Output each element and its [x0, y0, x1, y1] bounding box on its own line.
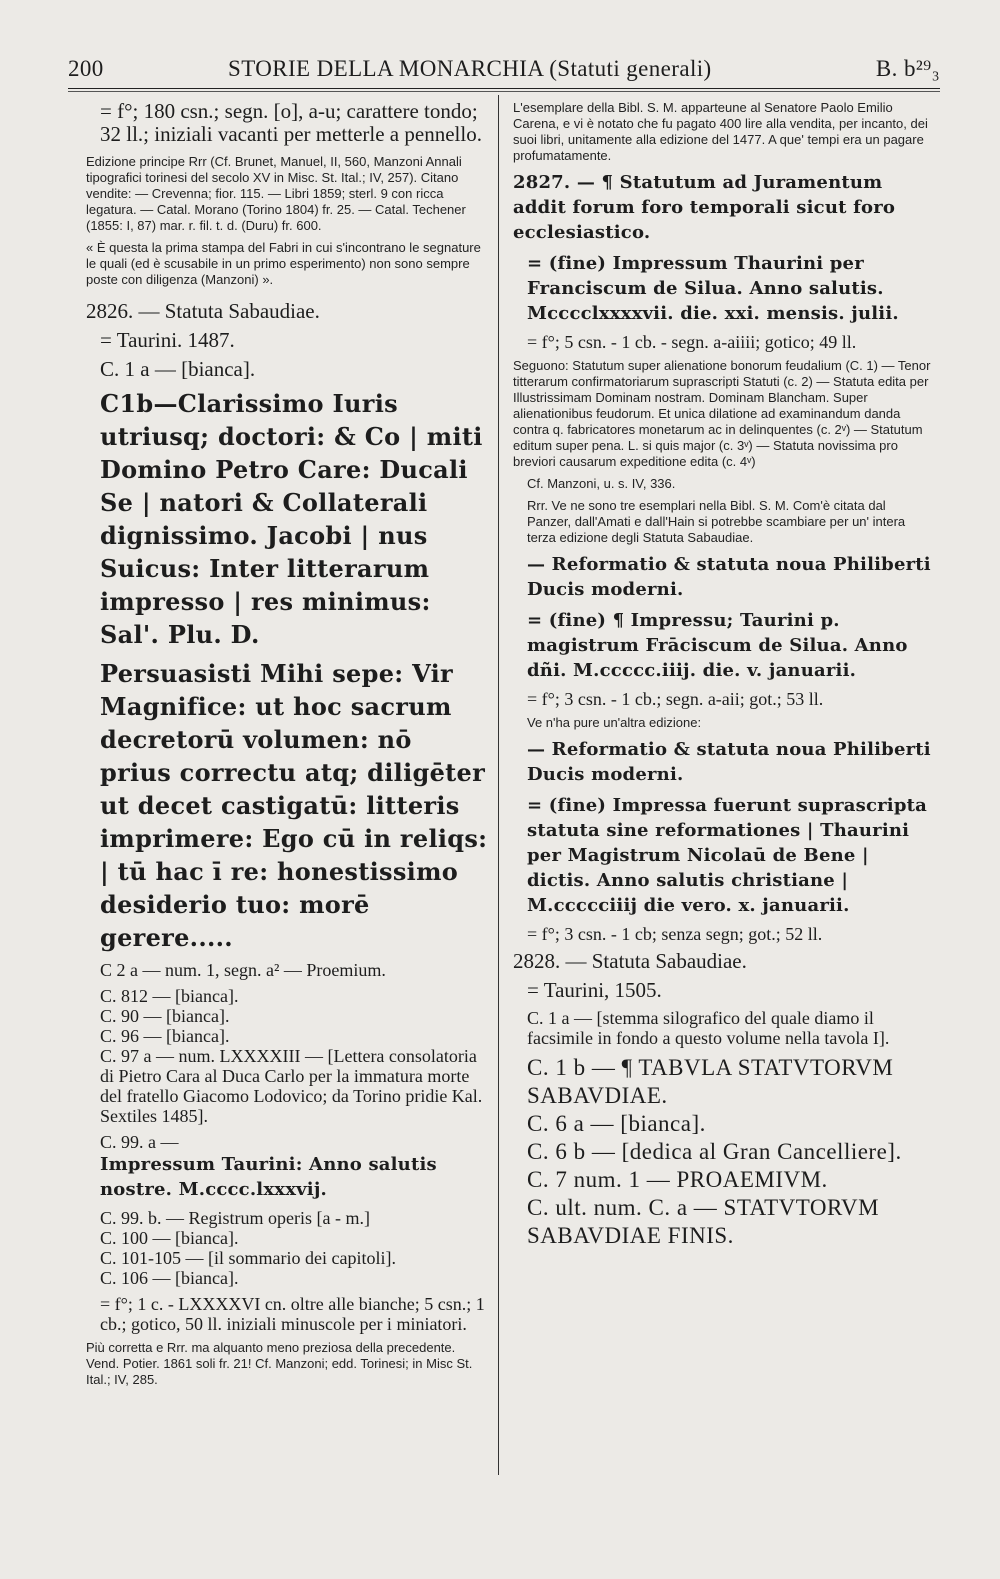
- c99b-line: C. 99. b. — Registrum operis [a - m.]: [100, 1208, 370, 1228]
- c2a-line: C 2 a — num. 1, segn. a² — Proemium.: [100, 960, 386, 980]
- entry-2826-place: = Taurini. 1487.: [100, 328, 235, 352]
- entry-2827: 2827. — ¶ Statutum ad Juramentum addit forum foro temporali sicut foro ecclesiastico.: [513, 172, 896, 243]
- altra-edizione: Ve n'ha pure un'altra edizione:: [527, 715, 702, 730]
- c1a-2828: C. 1 a — [stemma silografico del quale diamo il facsimile in fondo a questo volume nella tavola I].: [527, 1008, 890, 1048]
- c100-line: C. 100 — [bianca].: [100, 1228, 239, 1248]
- note-2825: Edizione principe Rrr (Cf. Brunet, Manuel, II, 560, Manzoni Annali tipografici torinesi del secolo XV in Misc. St. Ital.; IV, 257). Citano vendite: — Crevenna; fior. 115. — Libri 1859; sterl. 9 con ricca legatura. — Catal. Morano (Torino 1804) fr. 25. — Catal. Techener (1855: I, 87) mar. r. fil. t. d. (Duru) fr. 600.: [86, 154, 466, 233]
- note-carena: L'esemplare della Bibl. S. M. apparteune al Senatore Paolo Emilio Carena, e vi è notato che fu pagato 400 lire alla vendita, per incanto, dei suoi libri, unitamente alla edizione del 1477. A que' tempi era un pagare profumatamente.: [513, 100, 928, 163]
- page-number: 200: [68, 56, 104, 81]
- c812-line: C. 812 — [bianca].: [100, 986, 239, 1006]
- c101-line: C. 101-105 — [il sommario dei capitoli].: [100, 1248, 396, 1268]
- header-rule-thin: [68, 91, 940, 92]
- collation-2825: = f°; 180 csn.; segn. [o], a-u; carattere tondo; 32 ll.; iniziali vacanti per metterle a pennello.: [100, 99, 482, 146]
- c97a-line: C. 97 a — num. LXXXXIII — [Lettera consolatoria di Pietro Cara al Duca Carlo per la immatura morte del fratello Giacomo Lodovico; da Torino pridie Kal. Sextiles 1485].: [100, 1046, 483, 1126]
- left-column: [86, 100, 488, 1394]
- c1a-line: C. 1 a — [bianca].: [100, 357, 256, 381]
- running-header: [68, 50, 940, 90]
- entry-2828-heading: 2828. — Statuta Sabaudiae.: [513, 949, 747, 973]
- entry-2828-place: = Taurini, 1505.: [527, 978, 662, 1002]
- c6a-2828: C. 6 a — [bianca].: [527, 1111, 706, 1136]
- header-rule: [68, 88, 940, 89]
- collation-2827: = f°; 5 csn. - 1 cb. - segn. a-aiiii; gotico; 49 ll.: [527, 332, 857, 352]
- c99a-prefix: C. 99. a —: [100, 1132, 179, 1152]
- c106-line: C. 106 — [bianca].: [100, 1268, 239, 1288]
- entry-2826-heading: 2826. — Statuta Sabaudiae.: [86, 299, 320, 323]
- quote-manzoni: « È questa la prima stampa del Fabri in cui s'incontrano le segnature le quali (ed è scusabile in un primo esperimento) non sono sempre poste con diligenza (Manzoni) ».: [86, 240, 481, 287]
- right-column: [513, 100, 933, 1256]
- collation-reformatio-2: = f°; 3 csn. - 1 cb; senza segn; got.; 52 ll.: [527, 924, 823, 944]
- collation-reformatio-1: = f°; 3 csn. - 1 cb.; segn. a-aii; got.; 53 ll.: [527, 689, 824, 709]
- c90-line: C. 90 — [bianca].: [100, 1006, 230, 1026]
- colophon-2827: = (fine) Impressum Thaurini per Franciscum de Silua. Anno salutis. Mcccclxxxxvii. die. xxi. mensis. julii.: [527, 253, 899, 324]
- column-divider: [498, 95, 499, 1475]
- rrr-note: Rrr. Ve ne sono tre esemplari nella Bibl. S. M. Com'è citata dal Panzer, dall'Amati e dall'Hain si potrebbe scambiare per un' intera terza edizione degli Statuta Sabaudiae.: [527, 498, 906, 545]
- c99a-gothic: Impressum Taurini: Anno salutis nostre. M.cccc.lxxxvij.: [100, 1154, 437, 1200]
- c96-line: C. 96 — [bianca].: [100, 1026, 230, 1046]
- collation-2826: = f°; 1 c. - LXXXXVI cn. oltre alle bianche; 5 csn.; 1 cb.; gotico, 50 ll. iniziali minuscole per i miniatori.: [100, 1294, 485, 1334]
- colophon-reformatio-2: = (fine) Impressa fuerunt suprascripta statuta sine reformationes | Thaurini per Magistrum Nicolaū de Bene | dictis. Anno salutis christiane | M.ccccciiij die vero. x. januarii.: [527, 795, 928, 916]
- running-title: STORIE DELLA MONARCHIA (Statuti generali): [228, 56, 712, 81]
- note-2826: Più corretta e Rrr. ma alquanto meno preziosa della precedente. Vend. Potier. 1861 soli fr. 21! Cf. Manzoni; edd. Torinesi; in Misc St. Ital.; IV, 285.: [86, 1340, 473, 1387]
- cult-2828: C. ult. num. C. a — STATVTORVM SABAVDIAE FINIS.: [527, 1195, 880, 1248]
- c6b-2828: C. 6 b — [dedica al Gran Cancelliere].: [527, 1139, 902, 1164]
- gothic-incipit-1: C1b—Clarissimo Iuris utriusq; doctori: & Co | miti Domino Petro Care: Ducali Se | natori & Collaterali dignissimo. Jacobi | nus Suicus: Inter litterarum impresso | res minimus: Sal'. Plu. D.: [100, 389, 483, 649]
- colophon-reformatio-1: = (fine) ¶ Impressu; Taurini p. magistrum Frāciscum de Silua. Anno dñi. M.ccccc.iiij. die. v. januarii.: [527, 610, 908, 681]
- reformatio-2: — Reformatio & statuta noua Philiberti Ducis moderni.: [527, 739, 931, 785]
- signature-mark: B. b²⁹₃: [875, 56, 940, 81]
- c1b-2828: C. 1 b — ¶ TABVLA STATVTORVM SABAVDIAE.: [527, 1055, 894, 1108]
- reformatio-1: — Reformatio & statuta noua Philiberti Ducis moderni.: [527, 554, 931, 600]
- c7-2828: C. 7 num. 1 — PROAEMIVM.: [527, 1167, 828, 1192]
- gothic-incipit-2: Persuasisti Mihi sepe: Vir Magnifice: ut hoc sacrum decretorū volumen: nō prius correctu atq; diligēter ut decet castigatū: litteris imprimere: Ego cū in reliqs: | tū hac ī re: honestissimo desiderio tuo: morē gerere.....: [100, 659, 488, 952]
- seguono-note: Seguono: Statutum super alienatione bonorum feudalium (C. 1) — Tenor titterarum confirmatoriarum suprascripti Statuti (c. 2) — Statuta edita per Illustrissimam Dominam nostram. Dominam Blancham. Super alienationibus feudorum. Et unica dilatione ad examinandum danda contra q. fabricatores monetarum ac in delinquentes (c. 2ᵛ) — Statutum editum super pena. L. si quis major (c. 3ᵛ) — Statuta novissima pro breviori causarum expeditione edita (c. 4ᵛ): [513, 358, 931, 469]
- cf-manzoni: Cf. Manzoni, u. s. IV, 336.: [527, 476, 676, 491]
